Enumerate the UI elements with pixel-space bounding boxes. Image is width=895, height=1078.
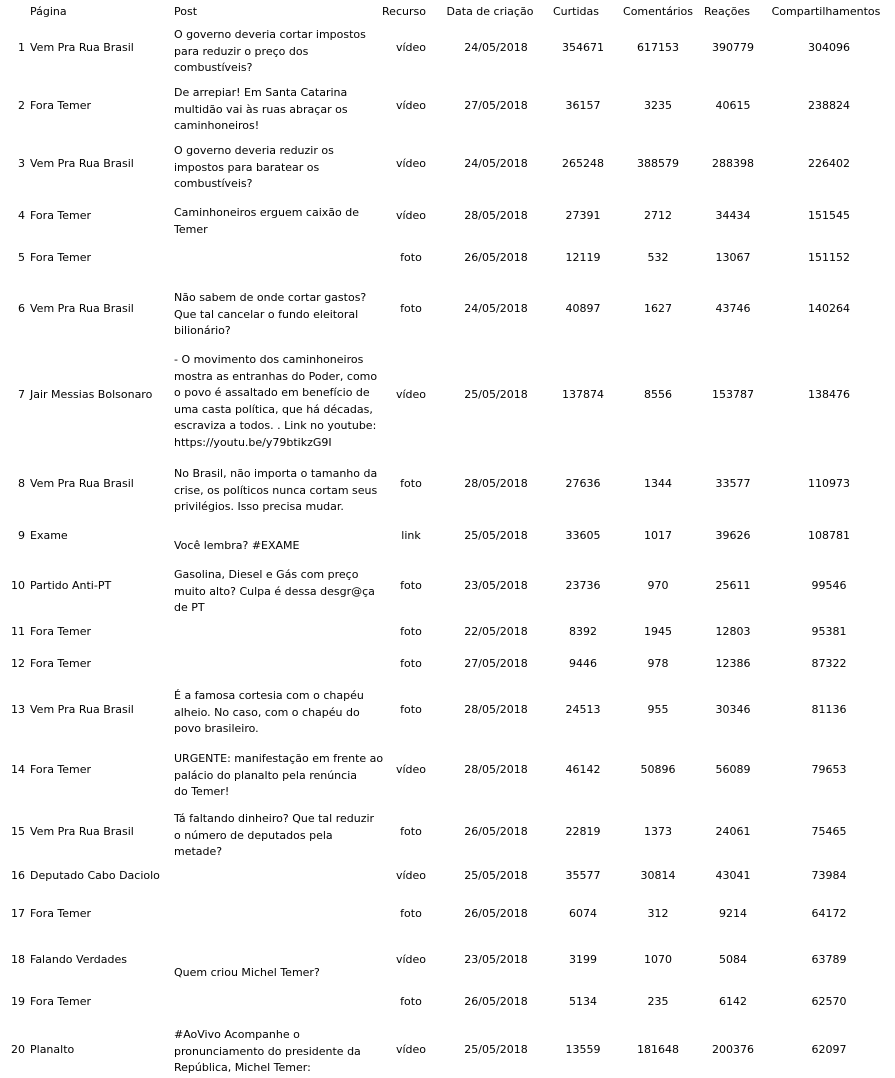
page-name: Fora Temer [30, 251, 92, 264]
likes-count: 22819 [565, 825, 601, 838]
creation-date: 25/05/2018 [464, 1043, 528, 1056]
shares-count: 110973 [808, 477, 850, 490]
row-number: 4 [18, 209, 25, 222]
comments-count: 1627 [644, 302, 672, 315]
page-name: Fora Temer [30, 99, 92, 112]
post-text: Caminhoneiros erguem caixão de Temer [174, 206, 360, 236]
page-name: Fora Temer [30, 209, 92, 222]
row-number: 15 [11, 825, 25, 838]
shares-count: 108781 [808, 529, 850, 542]
post-text: - O movimento dos caminhoneiros mostra as entranhas do Poder, como o povo é assaltado em benefício de uma casta política, que há décadas, escraviza a todos. . Link no youtube: https://youtu.be/y79btikzG9I [174, 353, 378, 449]
post-text: Não sabem de onde cortar gastos? Que tal cancelar o fundo eleitoral bilionário? [174, 291, 367, 337]
comments-count: 50896 [640, 763, 676, 776]
shares-count: 238824 [808, 99, 850, 112]
resource-type: foto [400, 907, 422, 920]
row-number: 16 [11, 869, 25, 882]
shares-count: 140264 [808, 302, 850, 315]
page-name: Exame [30, 529, 68, 542]
comments-count: 970 [647, 579, 669, 592]
comments-count: 30814 [640, 869, 676, 882]
page-name: Jair Messias Bolsonaro [30, 388, 153, 401]
reactions-count: 6142 [719, 995, 747, 1008]
comments-count: 8556 [644, 388, 672, 401]
shares-count: 62570 [811, 995, 847, 1008]
shares-count: 75465 [811, 825, 847, 838]
reactions-count: 9214 [719, 907, 747, 920]
header-comentarios: Comentários [623, 5, 693, 18]
likes-count: 5134 [569, 995, 597, 1008]
comments-count: 955 [647, 703, 669, 716]
header-data: Data de criação [446, 5, 534, 18]
likes-count: 36157 [565, 99, 601, 112]
creation-date: 25/05/2018 [464, 529, 528, 542]
creation-date: 28/05/2018 [464, 477, 528, 490]
row-number: 17 [11, 907, 25, 920]
row-number: 19 [11, 995, 25, 1008]
resource-type: foto [400, 579, 422, 592]
likes-count: 265248 [562, 157, 604, 170]
page-name: Deputado Cabo Daciolo [30, 869, 160, 882]
row-number: 5 [18, 251, 25, 264]
resource-type: vídeo [395, 388, 427, 401]
row-number: 18 [11, 953, 25, 966]
likes-count: 13559 [565, 1043, 601, 1056]
page-name: Vem Pra Rua Brasil [30, 703, 134, 716]
row-number: 3 [18, 157, 25, 170]
page-name: Vem Pra Rua Brasil [30, 157, 134, 170]
creation-date: 24/05/2018 [464, 302, 528, 315]
page-name: Partido Anti-PT [30, 579, 112, 592]
reactions-count: 24061 [715, 825, 751, 838]
likes-count: 35577 [565, 869, 601, 882]
page-name: Fora Temer [30, 625, 92, 638]
likes-count: 6074 [569, 907, 597, 920]
header-post: Post [174, 5, 198, 18]
shares-count: 95381 [811, 625, 847, 638]
resource-type: vídeo [395, 209, 427, 222]
resource-type: vídeo [395, 953, 427, 966]
likes-count: 46142 [565, 763, 601, 776]
resource-type: foto [400, 477, 422, 490]
header-recurso: Recurso [382, 5, 426, 18]
post-text: Gasolina, Diesel e Gás com preço muito alto? Culpa é dessa desgr@ça de PT [174, 568, 375, 614]
row-number: 2 [18, 99, 25, 112]
creation-date: 25/05/2018 [464, 388, 528, 401]
resource-type: vídeo [395, 99, 427, 112]
comments-count: 2712 [644, 209, 672, 222]
creation-date: 26/05/2018 [464, 995, 528, 1008]
comments-count: 1945 [644, 625, 672, 638]
comments-count: 3235 [644, 99, 672, 112]
page-name: Fora Temer [30, 763, 92, 776]
page-name: Falando Verdades [30, 953, 128, 966]
shares-count: 62097 [811, 1043, 847, 1056]
likes-count: 40897 [565, 302, 601, 315]
shares-count: 138476 [808, 388, 850, 401]
shares-count: 151545 [808, 209, 850, 222]
row-number: 7 [18, 388, 25, 401]
shares-count: 87322 [811, 657, 847, 670]
likes-count: 9446 [569, 657, 597, 670]
comments-count: 1373 [644, 825, 672, 838]
shares-count: 99546 [811, 579, 847, 592]
creation-date: 27/05/2018 [464, 657, 528, 670]
creation-date: 28/05/2018 [464, 209, 528, 222]
shares-count: 81136 [811, 703, 847, 716]
reactions-count: 30346 [715, 703, 751, 716]
creation-date: 25/05/2018 [464, 869, 528, 882]
row-number: 11 [11, 625, 25, 638]
resource-type: foto [400, 995, 422, 1008]
comments-count: 1344 [644, 477, 672, 490]
row-number: 6 [18, 302, 25, 315]
comments-count: 312 [647, 907, 669, 920]
reactions-count: 288398 [712, 157, 754, 170]
likes-count: 3199 [569, 953, 597, 966]
page-name: Vem Pra Rua Brasil [30, 41, 134, 54]
reactions-count: 12386 [715, 657, 751, 670]
resource-type: vídeo [395, 763, 427, 776]
page-name: Fora Temer [30, 657, 92, 670]
creation-date: 28/05/2018 [464, 703, 528, 716]
comments-count: 1070 [644, 953, 672, 966]
reactions-count: 34434 [715, 209, 751, 222]
reactions-count: 43746 [715, 302, 751, 315]
row-number: 20 [11, 1043, 25, 1056]
reactions-count: 13067 [715, 251, 751, 264]
shares-count: 79653 [811, 763, 847, 776]
resource-type: foto [400, 657, 422, 670]
shares-count: 304096 [808, 41, 850, 54]
likes-count: 12119 [565, 251, 601, 264]
creation-date: 26/05/2018 [464, 907, 528, 920]
likes-count: 27636 [565, 477, 601, 490]
reactions-count: 56089 [715, 763, 751, 776]
comments-count: 388579 [637, 157, 679, 170]
resource-type: vídeo [395, 1043, 427, 1056]
reactions-count: 43041 [715, 869, 751, 882]
likes-count: 23736 [565, 579, 601, 592]
resource-type: foto [400, 302, 422, 315]
page-name: Fora Temer [30, 995, 92, 1008]
creation-date: 26/05/2018 [464, 251, 528, 264]
resource-type: link [401, 529, 421, 542]
header-compartilhamentos: Compartilhamentos [771, 5, 881, 18]
shares-count: 151152 [808, 251, 850, 264]
page-name: Vem Pra Rua Brasil [30, 825, 134, 838]
resource-type: vídeo [395, 869, 427, 882]
page-name: Vem Pra Rua Brasil [30, 477, 134, 490]
page-name: Planalto [30, 1043, 75, 1056]
row-number: 10 [11, 579, 25, 592]
comments-count: 235 [647, 995, 669, 1008]
post-text: Tá faltando dinheiro? Que tal reduzir o número de deputados pela metade? [174, 812, 375, 858]
shares-count: 73984 [811, 869, 847, 882]
comments-count: 1017 [644, 529, 672, 542]
post-text: Quem criou Michel Temer? [174, 966, 320, 979]
comments-count: 181648 [637, 1043, 679, 1056]
shares-count: 64172 [811, 907, 847, 920]
comments-count: 978 [647, 657, 669, 670]
likes-count: 354671 [562, 41, 604, 54]
comments-count: 617153 [637, 41, 679, 54]
post-text: URGENTE: manifestação em frente ao palácio do planalto pela renúncia do Temer! [174, 752, 384, 798]
resource-type: foto [400, 625, 422, 638]
creation-date: 23/05/2018 [464, 953, 528, 966]
header-reacoes: Reações [704, 5, 750, 18]
row-number: 9 [18, 529, 25, 542]
reactions-count: 33577 [715, 477, 751, 490]
creation-date: 27/05/2018 [464, 99, 528, 112]
resource-type: foto [400, 825, 422, 838]
post-text: É a famosa cortesia com o chapéu alheio. No caso, com o chapéu do povo brasileiro. [174, 689, 364, 735]
row-number: 12 [11, 657, 25, 670]
post-text: Você lembra? #EXAME [174, 539, 300, 552]
page-name: Vem Pra Rua Brasil [30, 302, 134, 315]
reactions-count: 153787 [712, 388, 754, 401]
reactions-count: 25611 [715, 579, 751, 592]
resource-type: vídeo [395, 41, 427, 54]
reactions-count: 40615 [715, 99, 751, 112]
creation-date: 24/05/2018 [464, 41, 528, 54]
likes-count: 8392 [569, 625, 597, 638]
creation-date: 24/05/2018 [464, 157, 528, 170]
likes-count: 27391 [565, 209, 601, 222]
creation-date: 28/05/2018 [464, 763, 528, 776]
post-text: #AoVivo Acompanhe o pronunciamento do presidente da República, Michel Temer: [174, 1028, 361, 1074]
post-text: O governo deveria cortar impostos para reduzir o preço dos combustíveis? [174, 28, 366, 74]
header-curtidas: Curtidas [553, 5, 599, 18]
likes-count: 137874 [562, 388, 604, 401]
row-number: 1 [18, 41, 25, 54]
post-text: No Brasil, não importa o tamanho da crise, os políticos nunca cortam seus privilégios. Isso precisa mudar. [174, 467, 378, 513]
row-number: 13 [11, 703, 25, 716]
creation-date: 22/05/2018 [464, 625, 528, 638]
resource-type: foto [400, 251, 422, 264]
resource-type: vídeo [395, 157, 427, 170]
likes-count: 33605 [565, 529, 601, 542]
header-pagina: Página [30, 5, 67, 18]
comments-count: 532 [647, 251, 669, 264]
likes-count: 24513 [565, 703, 601, 716]
reactions-count: 200376 [712, 1043, 754, 1056]
creation-date: 23/05/2018 [464, 579, 528, 592]
reactions-count: 12803 [715, 625, 751, 638]
row-number: 14 [11, 763, 25, 776]
creation-date: 26/05/2018 [464, 825, 528, 838]
row-number: 8 [18, 477, 25, 490]
page-name: Fora Temer [30, 907, 92, 920]
post-text: De arrepiar! Em Santa Catarina multidão vai às ruas abraçar os caminhoneiros! [174, 86, 348, 132]
shares-count: 63789 [811, 953, 847, 966]
reactions-count: 5084 [719, 953, 747, 966]
reactions-count: 39626 [715, 529, 751, 542]
post-text: O governo deveria reduzir os impostos para baratear os combustíveis? [174, 144, 334, 190]
resource-type: foto [400, 703, 422, 716]
shares-count: 226402 [808, 157, 850, 170]
reactions-count: 390779 [712, 41, 754, 54]
